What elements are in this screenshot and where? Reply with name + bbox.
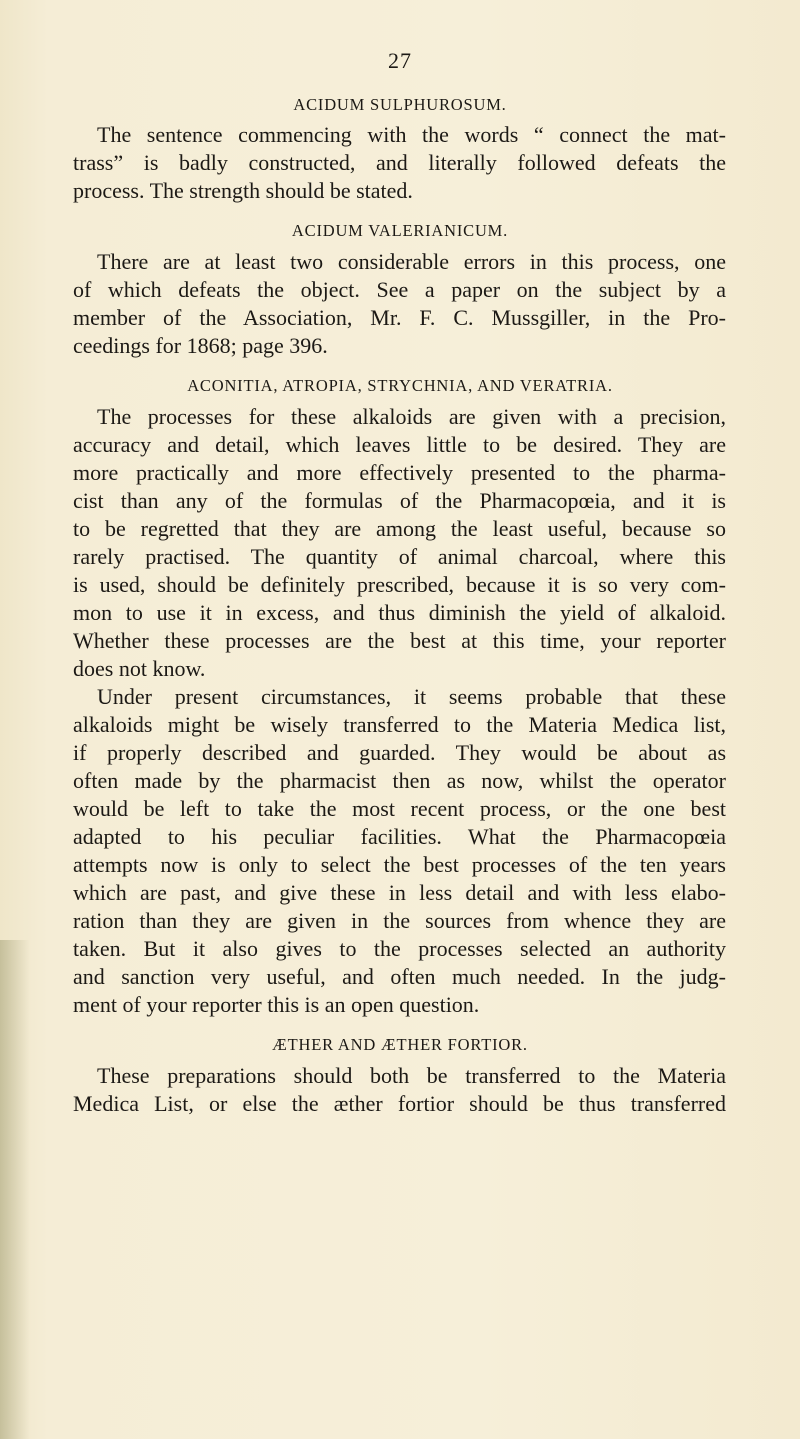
text-line: alkaloids might be wisely transferred to the Materia Medica list, xyxy=(73,712,726,737)
text-line: process. The strength should be stated. xyxy=(73,178,413,203)
text-line: if properly described and guarded. They would be about as xyxy=(73,740,726,765)
text-line: adapted to his peculiar facilities. What the Pharmacopœia xyxy=(73,824,726,849)
section-heading: ACIDUM VALERIANICUM. xyxy=(291,221,509,240)
text-line: These preparations should both be transferred to the Materia xyxy=(97,1063,726,1088)
text-line: The processes for these alkaloids are given with a precision, xyxy=(97,404,726,429)
text-line: The sentence commencing with the words “ connect the mat- xyxy=(97,122,726,147)
text-line: which are past, and give these in less detail and with less elabo- xyxy=(73,880,726,905)
text-line: often made by the pharmacist then as now, whilst the operator xyxy=(73,768,726,793)
text-line: of which defeats the object. See a paper on the subject by a xyxy=(73,277,726,302)
text-line: Under present circumstances, it seems probable that these xyxy=(97,684,726,709)
text-line: more practically and more effectively presented to the pharma- xyxy=(73,460,726,485)
text-line: attempts now is only to select the best processes of the ten years xyxy=(73,852,726,877)
text-line: Medica List, or else the æther fortior should be thus transferred xyxy=(73,1091,726,1116)
text-line: member of the Association, Mr. F. C. Mussgiller, in the Pro- xyxy=(73,305,726,330)
text-line: does not know. xyxy=(73,656,206,681)
text-line: would be left to take the most recent process, or the one best xyxy=(73,796,726,821)
text-line: ceedings for 1868; page 396. xyxy=(73,333,328,358)
text-line: ration than they are given in the sources from whence they are xyxy=(73,908,726,933)
text-line: and sanction very useful, and often much needed. In the judg- xyxy=(73,964,726,989)
text-line: ment of your reporter this is an open question. xyxy=(73,992,480,1017)
text-line: rarely practised. The quantity of animal charcoal, where this xyxy=(73,544,726,569)
section-heading: ACIDUM SULPHUROSUM. xyxy=(293,95,507,114)
page-edge-shadow xyxy=(0,940,30,1439)
text-line: There are at least two considerable errors in this process, one xyxy=(97,249,726,274)
text-line: is used, should be definitely prescribed, because it is so very com- xyxy=(73,572,726,597)
text-line: cist than any of the formulas of the Pharmacopœia, and it is xyxy=(73,488,726,513)
text-line: Whether these processes are the best at this time, your reporter xyxy=(73,628,726,653)
text-line: mon to use it in excess, and thus diminish the yield of alkaloid. xyxy=(73,600,726,625)
text-line: accuracy and detail, which leaves little to be desired. They are xyxy=(73,432,726,457)
page-number: 27 xyxy=(388,48,412,73)
text-line: taken. But it also gives to the processes selected an authority xyxy=(73,936,726,961)
section-heading: ACONITIA, ATROPIA, STRYCHNIA, AND VERATRIA. xyxy=(187,376,613,395)
section-heading: ÆTHER AND ÆTHER FORTIOR. xyxy=(272,1035,528,1054)
text-line: to be regretted that they are among the least useful, because so xyxy=(73,516,726,541)
text-line: trass” is badly constructed, and literally followed defeats the xyxy=(73,150,726,175)
